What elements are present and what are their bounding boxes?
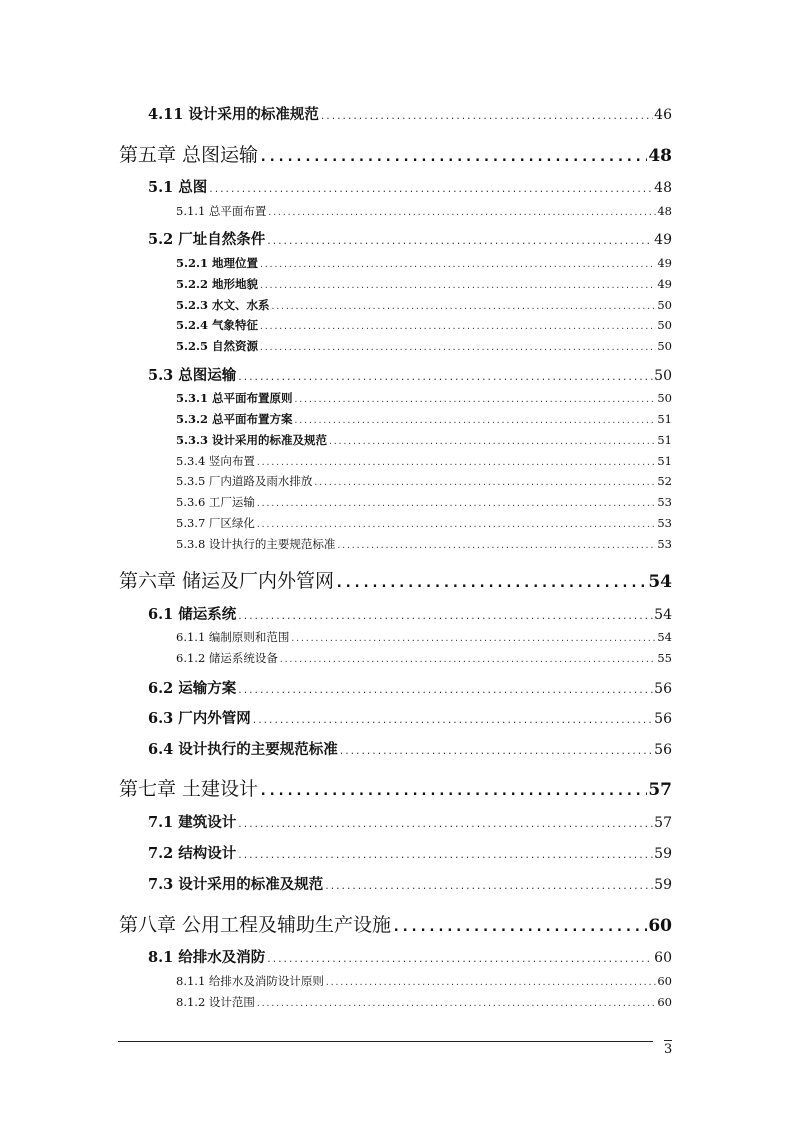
toc-entry-title: 5.2.4 气象特征 xyxy=(176,318,259,332)
toc-leader-dots xyxy=(335,575,647,591)
toc-entry[interactable] xyxy=(176,494,672,510)
toc-entry-title: 5.2.3 水文、水系 xyxy=(176,298,270,312)
toc-entry-page: 56 xyxy=(654,711,672,727)
toc-leader-dots xyxy=(237,612,653,622)
toc-entry[interactable] xyxy=(148,364,672,385)
toc-entry-page: 56 xyxy=(654,742,672,758)
toc-entry-title: 5.3 总图运输 xyxy=(148,367,237,384)
toc-leader-dots xyxy=(320,112,653,122)
toc-entry-page: 51 xyxy=(657,454,672,468)
toc-entry-page: 60 xyxy=(648,916,672,936)
toc-entry[interactable] xyxy=(148,873,672,894)
toc-entry-title: 7.3 设计采用的标准及规范 xyxy=(148,876,324,893)
toc-entry[interactable] xyxy=(148,176,672,197)
toc-entry[interactable] xyxy=(148,738,672,759)
toc-entry[interactable] xyxy=(176,203,672,219)
toc-leader-dots xyxy=(252,716,653,726)
toc-leader-dots xyxy=(208,185,653,195)
toc-entry-title: 8.1.1 给排水及消防设计原则 xyxy=(176,974,324,988)
toc-entry-page: 52 xyxy=(657,474,672,488)
toc-entry-title: 6.2 运输方案 xyxy=(148,680,237,697)
toc-leader-dots xyxy=(256,458,656,467)
toc-leader-dots xyxy=(290,634,656,643)
toc-leader-dots xyxy=(336,541,656,550)
toc-leader-dots xyxy=(271,302,657,311)
toc-leader-dots xyxy=(256,520,656,529)
toc-leader-dots xyxy=(328,437,656,446)
toc-entry[interactable] xyxy=(176,297,672,313)
toc-entry-page: 57 xyxy=(654,815,672,831)
toc-entry-page: 57 xyxy=(648,780,672,800)
toc-entry[interactable] xyxy=(148,842,672,863)
toc-entry-page: 48 xyxy=(654,180,672,196)
toc-entry-title: 5.3.6 工厂运输 xyxy=(176,495,255,509)
toc-leader-dots xyxy=(325,978,656,987)
toc-entry-title: 第五章 总图运输 xyxy=(119,144,259,166)
toc-entry-title: 6.1.1 编制原则和范围 xyxy=(176,630,290,644)
toc-leader-dots xyxy=(237,820,653,830)
toc-entry-page: 59 xyxy=(654,846,672,862)
footer-rule xyxy=(118,1041,653,1042)
toc-entry-title: 5.3.8 设计执行的主要规范标准 xyxy=(176,537,336,551)
toc-entry[interactable] xyxy=(148,103,672,124)
toc-entry-page: 60 xyxy=(657,974,672,988)
toc-entry[interactable] xyxy=(176,338,672,354)
toc-entry-page: 50 xyxy=(654,368,672,384)
toc-entry-page: 53 xyxy=(657,537,672,551)
toc-entry-title: 5.3.4 竖向布置 xyxy=(176,454,255,468)
toc-entry-page: 53 xyxy=(657,516,672,530)
toc-entry[interactable] xyxy=(148,811,672,832)
toc-entry[interactable] xyxy=(176,453,672,469)
toc-entry[interactable] xyxy=(148,946,672,967)
toc-leader-dots xyxy=(237,851,653,861)
toc-entry-title: 5.3.5 厂内道路及雨水排放 xyxy=(176,474,313,488)
toc-entry-title: 7.2 结构设计 xyxy=(148,845,237,862)
toc-leader-dots xyxy=(259,260,656,269)
toc-entry-title: 5.3.2 总平面布置方案 xyxy=(176,412,293,426)
toc-entry-page: 59 xyxy=(654,877,672,893)
toc-entry-page: 54 xyxy=(654,607,672,623)
toc-leader-dots xyxy=(313,478,656,487)
toc-leader-dots xyxy=(259,322,656,331)
toc-entry-title: 4.11 设计采用的标准规范 xyxy=(148,106,319,123)
toc-entry[interactable] xyxy=(148,677,672,698)
toc-entry-page: 60 xyxy=(657,995,672,1009)
toc-leader-dots xyxy=(256,499,656,508)
toc-entry-title: 5.2.2 地形地貌 xyxy=(176,277,259,291)
toc-entry[interactable] xyxy=(176,255,672,271)
toc-leader-dots xyxy=(294,416,657,425)
toc-entry-title: 第六章 储运及厂内外管网 xyxy=(119,570,335,592)
page-number: 3 xyxy=(664,1042,673,1057)
toc-entry[interactable] xyxy=(176,994,672,1010)
toc-entry[interactable] xyxy=(176,536,672,552)
toc-entry[interactable] xyxy=(176,473,672,489)
toc-entry-title: 5.2 厂址自然条件 xyxy=(148,231,266,248)
toc-leader-dots xyxy=(259,783,647,799)
toc-entry[interactable] xyxy=(176,515,672,531)
toc-entry-title: 5.3.7 厂区绿化 xyxy=(176,516,255,530)
toc-entry-title: 8.1 给排水及消防 xyxy=(148,949,266,966)
toc-leader-dots xyxy=(237,373,653,383)
toc-entry[interactable] xyxy=(148,707,672,728)
toc-entry-page: 49 xyxy=(654,232,672,248)
toc-leader-dots xyxy=(324,882,653,892)
toc-entry-page: 56 xyxy=(654,681,672,697)
toc-entry-page: 50 xyxy=(657,339,672,353)
toc-entry[interactable] xyxy=(176,432,672,448)
toc-leader-dots xyxy=(259,149,647,165)
toc-entry[interactable] xyxy=(176,317,672,333)
toc-entry[interactable] xyxy=(176,629,672,645)
toc-entry-page: 50 xyxy=(657,318,672,332)
toc-leader-dots xyxy=(279,655,656,664)
toc-entry-title: 5.2.1 地理位置 xyxy=(176,256,259,270)
toc-entry[interactable] xyxy=(119,140,672,167)
toc-leader-dots xyxy=(392,919,647,935)
toc-leader-dots xyxy=(237,686,653,696)
toc-entry[interactable] xyxy=(176,390,672,406)
toc-entry[interactable] xyxy=(119,774,672,801)
toc-leader-dots xyxy=(339,747,653,757)
toc-entry-page: 49 xyxy=(657,277,672,291)
toc-entry-title: 5.1 总图 xyxy=(148,179,208,196)
toc-entry-title: 6.3 厂内外管网 xyxy=(148,710,251,727)
toc-entry-page: 55 xyxy=(657,651,672,665)
toc-entry-title: 8.1.2 设计范围 xyxy=(176,995,255,1009)
toc-entry-title: 7.1 建筑设计 xyxy=(148,814,237,831)
toc-entry-title: 5.3.3 设计采用的标准及规范 xyxy=(176,433,328,447)
toc-leader-dots xyxy=(266,955,653,965)
toc-entry-page: 48 xyxy=(657,204,672,218)
toc-leader-dots xyxy=(266,237,653,247)
toc-entry-page: 53 xyxy=(657,495,672,509)
toc-entry[interactable] xyxy=(176,973,672,989)
toc-leader-dots xyxy=(294,395,657,404)
toc-entry-title: 6.1.2 储运系统设备 xyxy=(176,651,278,665)
toc-entry-page: 54 xyxy=(657,630,672,644)
toc-entry[interactable] xyxy=(119,566,672,593)
toc-leader-dots xyxy=(267,208,656,217)
toc-entry-title: 第八章 公用工程及辅助生产设施 xyxy=(119,914,392,936)
toc-entry-page: 46 xyxy=(654,107,672,123)
toc-entry[interactable] xyxy=(119,910,672,937)
toc-entry-title: 6.1 储运系统 xyxy=(148,606,237,623)
toc-entry-page: 60 xyxy=(654,950,672,966)
toc-entry[interactable] xyxy=(148,228,672,249)
toc-leader-dots xyxy=(256,999,656,1008)
toc-entry-title: 6.4 设计执行的主要规范标准 xyxy=(148,741,338,758)
toc-entry-title: 5.2.5 自然资源 xyxy=(176,339,259,353)
toc-entry[interactable] xyxy=(176,276,672,292)
toc-entry-page: 51 xyxy=(657,433,672,447)
toc-entry-title: 5.1.1 总平面布置 xyxy=(176,204,267,218)
toc-entry[interactable] xyxy=(148,603,672,624)
toc-entry-title: 第七章 土建设计 xyxy=(119,778,259,800)
toc-entry-page: 54 xyxy=(648,572,672,592)
toc-entry[interactable] xyxy=(176,411,672,427)
toc-entry-page: 50 xyxy=(657,391,672,405)
toc-leader-dots xyxy=(259,281,656,290)
toc-entry-page: 50 xyxy=(657,298,672,312)
toc-leader-dots xyxy=(259,343,656,352)
toc-entry-page: 49 xyxy=(657,256,672,270)
toc-entry-page: 51 xyxy=(657,412,672,426)
toc-entry-title: 5.3.1 总平面布置原则 xyxy=(176,391,293,405)
toc-entry-page: 48 xyxy=(648,146,672,166)
toc-entry[interactable] xyxy=(176,650,672,666)
